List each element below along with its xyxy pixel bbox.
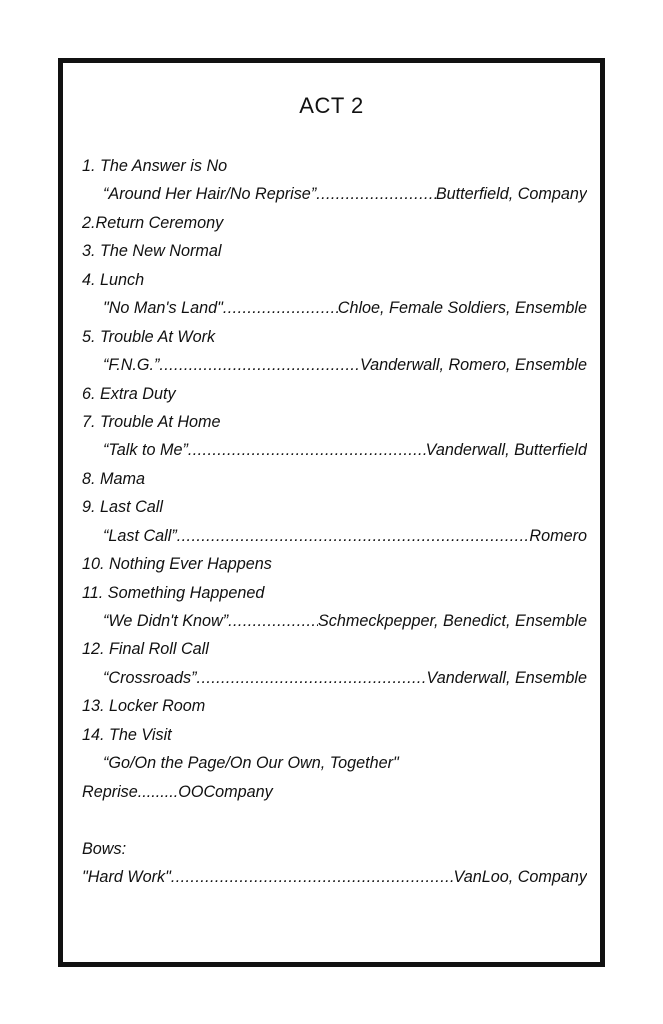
song-performers: Romero bbox=[529, 526, 587, 545]
song-item bbox=[82, 436, 587, 464]
song-title: “F.N.G.” bbox=[103, 356, 160, 375]
song-title: “Talk to Me” bbox=[103, 441, 188, 460]
song-item bbox=[82, 294, 587, 322]
song-performers: OOCompany bbox=[178, 782, 273, 801]
song-list bbox=[82, 152, 587, 891]
scene-item: 14. The Visit bbox=[82, 725, 172, 744]
dot-leader bbox=[228, 607, 318, 635]
scene-item: 10. Nothing Ever Happens bbox=[82, 555, 272, 574]
song-title: "No Man's Land" bbox=[103, 299, 223, 318]
song-performers: Schmeckpepper, Benedict, Ensemble bbox=[317, 612, 587, 630]
scene-item: 9. Last Call bbox=[82, 498, 163, 517]
song-item bbox=[82, 664, 587, 692]
scene-item: 2.Return Ceremony bbox=[82, 213, 224, 232]
scene-item: 5. Trouble At Work bbox=[82, 327, 216, 346]
song-performers: VanLoo, Company bbox=[453, 867, 587, 886]
song-performers: Chloe, Female Soldiers, Ensemble bbox=[337, 299, 587, 318]
song-title: "Hard Work" bbox=[82, 867, 171, 886]
song-title: Reprise bbox=[82, 782, 138, 801]
song-item bbox=[82, 607, 587, 635]
scene-item: 13. Locker Room bbox=[82, 697, 206, 716]
song-title: “Last Call” bbox=[103, 526, 177, 545]
scene-item: 11. Something Happened bbox=[82, 583, 265, 602]
song-performers: Vanderwall, Ensemble bbox=[426, 668, 587, 687]
song-title: “Go/On the Page/On Our Own, Together" bbox=[103, 754, 399, 773]
song-performers: Vanderwall, Romero, Ensemble bbox=[359, 356, 587, 375]
scene-item: 7. Trouble At Home bbox=[82, 412, 221, 431]
song-performers: Vanderwall, Butterfield bbox=[425, 441, 587, 460]
scene-item: 4. Lunch bbox=[82, 270, 145, 289]
dot-leader: ......... bbox=[137, 782, 179, 801]
scene-item: 3. The New Normal bbox=[82, 242, 222, 261]
dot-leader bbox=[177, 522, 530, 550]
song-performers: Butterfield, Company bbox=[435, 185, 587, 204]
song-item bbox=[82, 522, 587, 550]
dot-leader bbox=[159, 351, 360, 379]
dot-leader bbox=[223, 294, 338, 322]
song-item bbox=[82, 180, 587, 208]
scene-item: 6. Extra Duty bbox=[82, 384, 176, 403]
song-item bbox=[82, 863, 587, 891]
program-page-border bbox=[58, 58, 605, 967]
spacer bbox=[82, 806, 587, 834]
dot-leader bbox=[171, 863, 454, 891]
page-title: ACT 2 bbox=[299, 93, 364, 118]
song-title: “Crossroads” bbox=[103, 668, 197, 687]
dot-leader bbox=[197, 664, 427, 692]
bows-label: Bows: bbox=[82, 839, 127, 858]
scene-item: 12. Final Roll Call bbox=[82, 640, 209, 659]
scene-item: 8. Mama bbox=[82, 469, 145, 488]
dot-leader bbox=[316, 180, 436, 208]
dot-leader bbox=[188, 436, 426, 464]
song-item bbox=[82, 778, 587, 806]
song-title: “We Didn't Know” bbox=[103, 612, 229, 630]
song-item bbox=[82, 351, 587, 379]
song-title: “Around Her Hair/No Reprise” bbox=[103, 185, 317, 204]
scene-item: 1. The Answer is No bbox=[82, 157, 228, 175]
